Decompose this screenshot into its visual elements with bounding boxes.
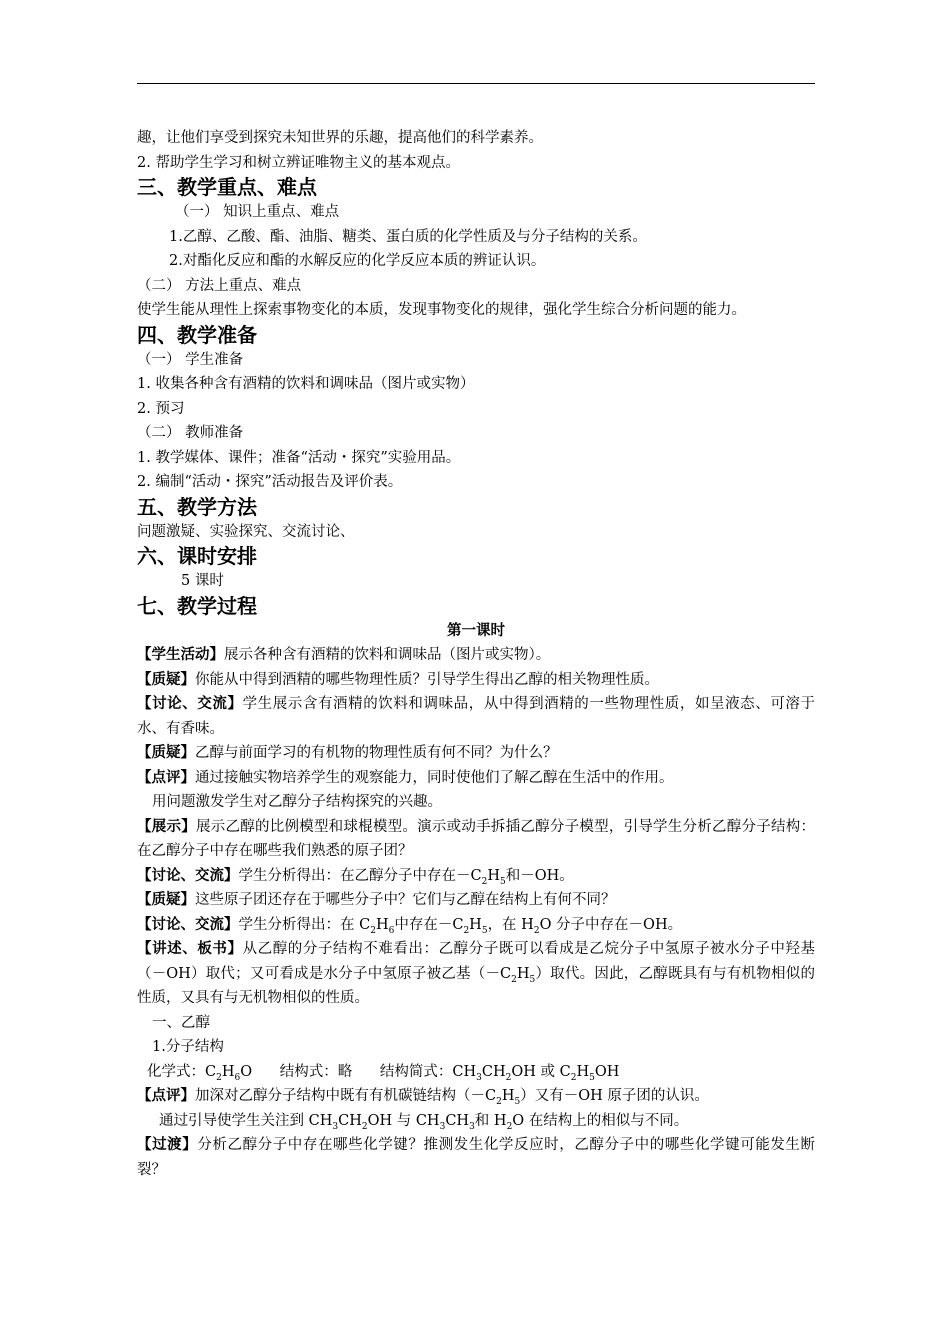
text-span: O 分子中存在－OH。 [539,916,683,933]
subscript: 2 [506,1121,513,1132]
text-span: H [469,916,482,933]
text-span: ）取代。因此，乙醇既具有与有机物相似的性质，又具有与无机物相似的性质。 [137,965,816,1006]
paragraph [137,913,815,938]
subscript: 5 [499,876,506,887]
paragraph-text: 通过接触实物培养学生的观察能力，同时使他们了解乙醇在生活中的作用。 [195,769,674,786]
paragraph [137,1133,815,1182]
paragraph-tag: 【过渡】 [137,1137,198,1153]
formula-line [137,1060,815,1085]
text-span: OH 或 C [511,1063,571,1080]
subscript: 5 [589,1072,595,1083]
subscript: 3 [476,1072,482,1083]
text-span: 学生分析得出：在 C [238,916,371,933]
subscript: 5 [481,925,488,936]
paragraph: 使学生能从理性上探索事物变化的本质，发现事物变化的规律，强化学生综合分析问题的能力。 [137,302,746,318]
list-item: 1.乙醇、乙酸、酯、油脂、糖类、蛋白质的化学性质及与分子结构的关系。 [169,228,647,245]
paragraph-tag: 【讨论、交流】 [137,867,239,884]
subscript: 6 [388,925,395,936]
text-line: 5 课时 [181,573,224,589]
text-line: 趣，让他们享受到探究未知世界的乐趣，提高他们的科学素养。 [137,130,543,146]
text-span: OH [594,1063,620,1080]
paragraph [137,643,815,668]
subscript: 2 [216,1072,222,1083]
paragraph-tag: 【质疑】 [137,892,195,908]
text-span: ）又有－OH 原子团的认识。 [520,1088,709,1104]
text-line [137,1109,815,1134]
paragraph-text: 展示各种含有酒精的饮料和调味品（图片或实物）。 [224,647,551,663]
list-item: 2. 预习 [137,400,185,417]
paragraph-tag: 【质疑】 [137,745,195,761]
paragraph [137,864,815,889]
paragraph-tag: 【讨论、交流】 [137,916,239,933]
document-body [137,126,815,1182]
subsection-heading: （二） 方法上重点、难点 [137,277,302,294]
paragraph [137,1084,815,1109]
list-item: 1. 收集各种含有酒精的饮料和调味品（图片或实物） [137,376,475,392]
text-span: O 在结构上的相似与不同。 [512,1112,689,1129]
subscript: 2 [463,925,470,936]
section-heading: 六、课时安排 [137,544,257,568]
text-span: 和 H [474,1112,507,1129]
paragraph-tag: 【展示】 [137,818,196,835]
paragraph [137,692,815,741]
subscript: 2 [370,925,376,936]
text-span: 加深对乙醇分子结构中既有有机碳链结构（－C [195,1088,497,1104]
subscript: 3 [439,1121,446,1132]
subscript: 2 [496,1096,502,1107]
subscript: 5 [514,1096,521,1107]
paragraph-tag: 【质疑】 [137,671,195,688]
paragraph [137,937,815,1011]
paragraph [137,790,815,815]
paragraph [137,741,815,766]
text-line: 问题激疑、实验探究、交流讨论、 [137,523,355,540]
text-span: 学生分析得出：在乙醇分子中存在－C [238,867,482,884]
text-span: H [487,867,500,884]
text-span: H [221,1063,235,1080]
paragraph-tag: 【点评】 [137,769,195,786]
paragraph [137,766,815,791]
text-span: 和－OH。 [505,867,574,884]
paragraph-tag: 【点评】 [137,1088,195,1104]
subscript: 2 [570,1072,577,1083]
text-line: 一、乙醇 [152,1014,210,1031]
text-span: H [516,965,530,982]
subsection-heading: （一） 学生准备 [137,351,244,368]
subscript: 2 [533,925,540,936]
text-span: 中存在－C [394,916,464,933]
subsection-heading: （一） 知识上重点、难点 [175,204,340,220]
subscript: 2 [505,1072,512,1083]
text-span: 这些原子团还存在于哪些分子中？它们与乙醇在结构上有何不同？ [195,892,616,908]
paragraph [137,668,815,693]
text-span: OH 与 CH [367,1112,440,1129]
paragraph-tag: 【讨论、交流】 [137,696,243,712]
paragraph-text: 乙醇与前面学习的有机物的物理性质有何不同？为什么？ [195,745,558,761]
text-span: CH [481,1063,506,1080]
subscript: 5 [529,974,536,985]
text-span: H [375,916,389,933]
paragraph-text: 学生展示含有酒精的饮料和调味品，从中得到酒精的一些物理性质，如呈液态、可溶于水、有香味。 [137,696,816,737]
text-line: 1.分子结构 [152,1039,224,1055]
section-heading: 五、教学方法 [137,494,257,519]
subscript: 2 [361,1121,368,1132]
text-line: 2. 帮助学生学习和树立辨证唯物主义的基本观点。 [137,154,460,171]
paragraph [137,815,815,864]
list-item: 2.对酯化反应和酯的水解反应的化学反应本质的辨证认识。 [169,253,546,269]
paragraph [137,888,815,913]
subscript: 3 [469,1121,475,1132]
subscript: 2 [481,876,488,887]
subsection-heading: （二） 教师准备 [137,425,244,441]
subscript: 3 [332,1121,339,1132]
paragraph-text: 用问题激发学生对乙醇分子结构探究的兴趣。 [152,794,442,810]
paragraph-text: 你能从中得到酒精的哪些物理性质？引导学生得出乙醇的相关物理性质。 [195,671,659,688]
paragraph-text: 展示乙醇的比例模型和球棍模型。演示或动手拆插乙醇分子模型，引导学生分析乙醇分子结构：在乙醇分子中存在哪些我们熟悉的原子团？ [137,818,816,859]
text-span: ，在 H [487,916,534,933]
text-span: H [501,1088,515,1104]
list-item: 2. 编制“活动・探究”活动报告及评价表。 [137,474,403,490]
text-span: H [576,1063,590,1080]
list-item: 1. 教学媒体、课件；准备“活动・探究”实验用品。 [137,449,461,466]
subscript: 2 [511,974,517,985]
paragraph-tag: 【讲述、板书】 [137,941,243,957]
lesson-title: 第一课时 [447,622,505,639]
section-heading: 七、教学过程 [137,593,257,618]
subscript: 6 [234,1072,241,1083]
paragraph-tag: 【学生活动】 [137,647,224,663]
text-span: CH [338,1112,362,1129]
header-rule [137,83,815,84]
text-span: 通过引导使学生关注到 CH [159,1112,333,1129]
section-heading: 四、教学准备 [137,322,257,347]
text-span: 分析乙醇分子中存在哪些化学键？推测发生化学反应时，乙醇分子中的哪些化学键可能发生断裂？ [137,1137,816,1178]
section-heading: 三、教学重点、难点 [137,175,317,199]
text-span: 从乙醇的分子结构不难看出：乙醇分子既可以看成是乙烷分子中氢原子被水分子中羟基（－OH）取代；又可看成是水分子中氢原子被乙基（－C [137,941,816,982]
text-span: 化学式：C [147,1063,217,1080]
text-span: O 结构式：略 结构简式：CH [240,1063,477,1080]
text-span: CH [445,1112,470,1129]
